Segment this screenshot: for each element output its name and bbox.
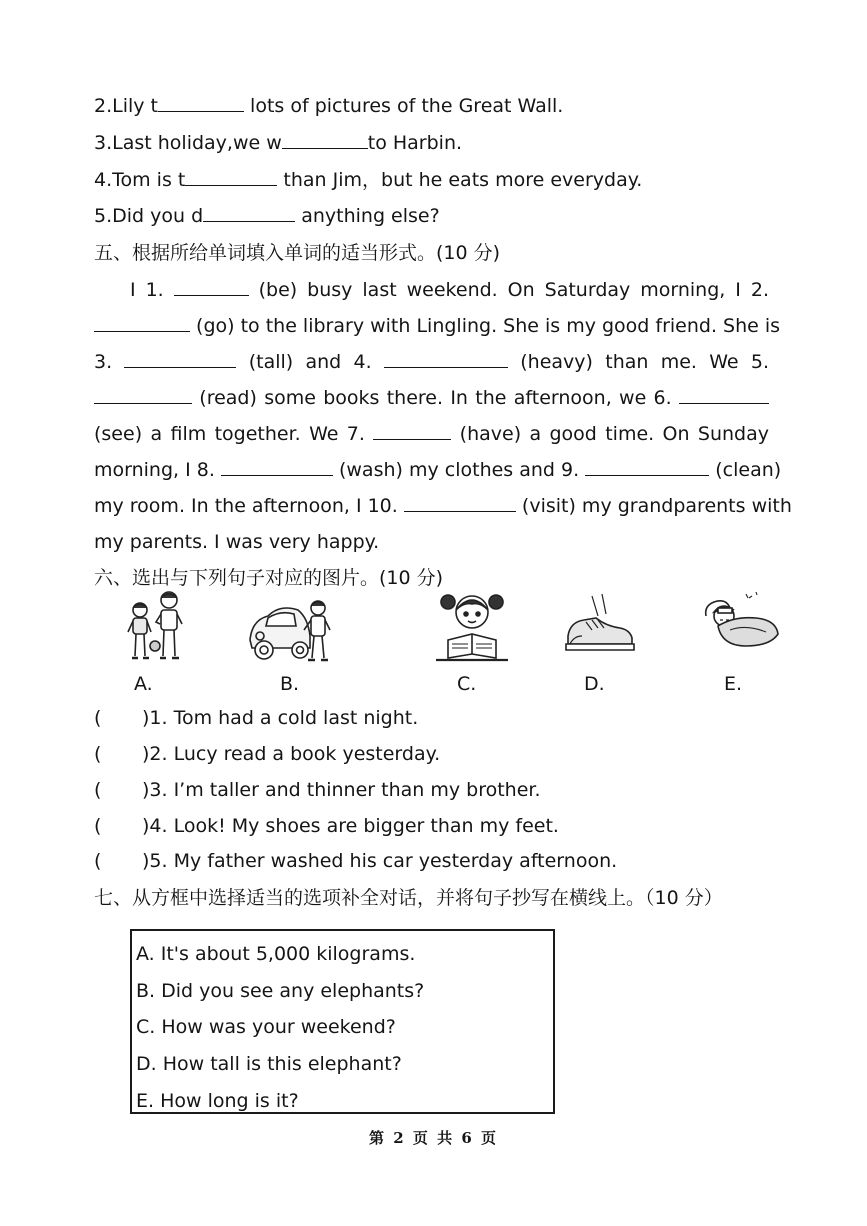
item-text: )3. I’m taller and thinner than my brother.: [142, 779, 541, 801]
para-text: my room. In the afternoon, I 10.: [94, 495, 398, 517]
para-text: I 1.: [130, 279, 164, 301]
para-text: (have) a good time. On Sunday: [459, 423, 769, 445]
fill-in-item: [94, 130, 462, 156]
paragraph-line: [94, 493, 792, 519]
answer-blank[interactable]: [158, 93, 244, 112]
picture-label: C.: [457, 673, 477, 695]
section-heading: 七、从方框中选择适当的选项补全对话，并将句子抄写在横线上。（10 分）: [94, 887, 723, 909]
matching-item: [94, 777, 541, 803]
paragraph-line: [94, 457, 782, 483]
two-boys-picture: [124, 588, 188, 664]
sick-boy-picture: [700, 590, 782, 652]
item-text: )1. Tom had a cold last night.: [142, 707, 419, 729]
answer-blank-3[interactable]: [124, 349, 236, 368]
item-text: 2.Lily t: [94, 95, 159, 117]
answer-blank-10[interactable]: [404, 493, 516, 512]
para-text: (tall) and 4.: [248, 351, 372, 373]
answer-blank-5[interactable]: [94, 385, 192, 404]
item-text: )5. My father washed his car yesterday afternoon.: [142, 850, 618, 872]
matching-item: [94, 741, 440, 767]
section-heading: 五、根据所给单词填入单词的适当形式。(10 分): [94, 242, 501, 264]
answer-blank[interactable]: [203, 203, 295, 222]
picture-label: A.: [134, 673, 153, 695]
page-number: 第 2 页 共 6 页: [369, 1129, 498, 1147]
fill-in-item: [94, 203, 440, 229]
answer-paren[interactable]: (: [94, 850, 102, 872]
option-d: D. How tall is this elephant?: [136, 1053, 402, 1075]
answer-blank[interactable]: [282, 130, 368, 149]
para-text: morning, I 8.: [94, 459, 215, 481]
option-b: B. Did you see any elephants?: [136, 980, 425, 1002]
para-text: (see) a film together. We 7.: [94, 423, 365, 445]
fill-in-item: [94, 167, 642, 193]
matching-item: [94, 813, 559, 839]
option-c: C. How was your weekend?: [136, 1016, 396, 1038]
matching-item: [94, 705, 418, 731]
answer-blank[interactable]: [185, 167, 277, 186]
para-text: (read) some books there. In the afternoon, we 6.: [199, 387, 672, 409]
answer-blank-1[interactable]: [174, 277, 249, 296]
item-text: )2. Lucy read a book yesterday.: [142, 743, 441, 765]
picture-label: D.: [584, 673, 605, 695]
para-text: (heavy) than me. We 5.: [520, 351, 770, 373]
answer-blank-6[interactable]: [679, 385, 769, 404]
answer-paren[interactable]: (: [94, 815, 102, 837]
answer-blank-2[interactable]: [94, 313, 190, 332]
paragraph-line: [94, 529, 769, 555]
answer-paren[interactable]: (: [94, 707, 102, 729]
car-washing-picture: [246, 596, 334, 666]
paragraph-line: [130, 277, 769, 303]
item-text: to Harbin.: [367, 132, 463, 154]
item-text: )4. Look! My shoes are bigger than my feet.: [142, 815, 559, 837]
answer-blank-7[interactable]: [373, 421, 451, 440]
answer-blank-9[interactable]: [585, 457, 709, 476]
para-text: 3.: [94, 351, 113, 373]
answer-paren[interactable]: (: [94, 743, 102, 765]
para-text: (clean): [715, 459, 782, 481]
option-e: E. How long is it?: [136, 1090, 299, 1112]
item-text: lots of pictures of the Great Wall.: [244, 95, 564, 117]
para-text: (wash) my clothes and 9.: [338, 459, 580, 481]
paragraph-line: [94, 313, 781, 339]
answer-paren[interactable]: (: [94, 779, 102, 801]
matching-item: [94, 848, 617, 874]
answer-blank-8[interactable]: [221, 457, 333, 476]
section-heading: 六、选出与下列句子对应的图片。(10 分): [94, 567, 444, 589]
item-text: 5.Did you d: [94, 205, 204, 227]
item-text: than Jim，but he eats more everyday.: [277, 169, 643, 191]
paragraph-line: [94, 349, 769, 375]
fill-in-item: [94, 93, 563, 119]
option-a: A. It's about 5,000 kilograms.: [136, 943, 416, 965]
picture-label: B.: [280, 673, 300, 695]
para-text: my parents. I was very happy.: [94, 531, 380, 553]
item-text: anything else?: [295, 205, 440, 227]
para-text: (be) busy last weekend. On Saturday morning, I 2.: [258, 279, 769, 301]
options-box: [130, 929, 555, 1114]
paragraph-line: [94, 421, 769, 447]
para-text: (go) to the library with Lingling. She is my good friend. She is: [196, 315, 781, 337]
item-text: 3.Last holiday,we w: [94, 132, 282, 154]
girl-reading-picture: [434, 588, 510, 666]
paragraph-line: [94, 385, 769, 411]
shoes-picture: [562, 592, 636, 658]
para-text: (visit) my grandparents with: [521, 495, 792, 517]
picture-label: E.: [724, 673, 743, 695]
answer-blank-4[interactable]: [384, 349, 508, 368]
item-text: 4.Tom is t: [94, 169, 186, 191]
